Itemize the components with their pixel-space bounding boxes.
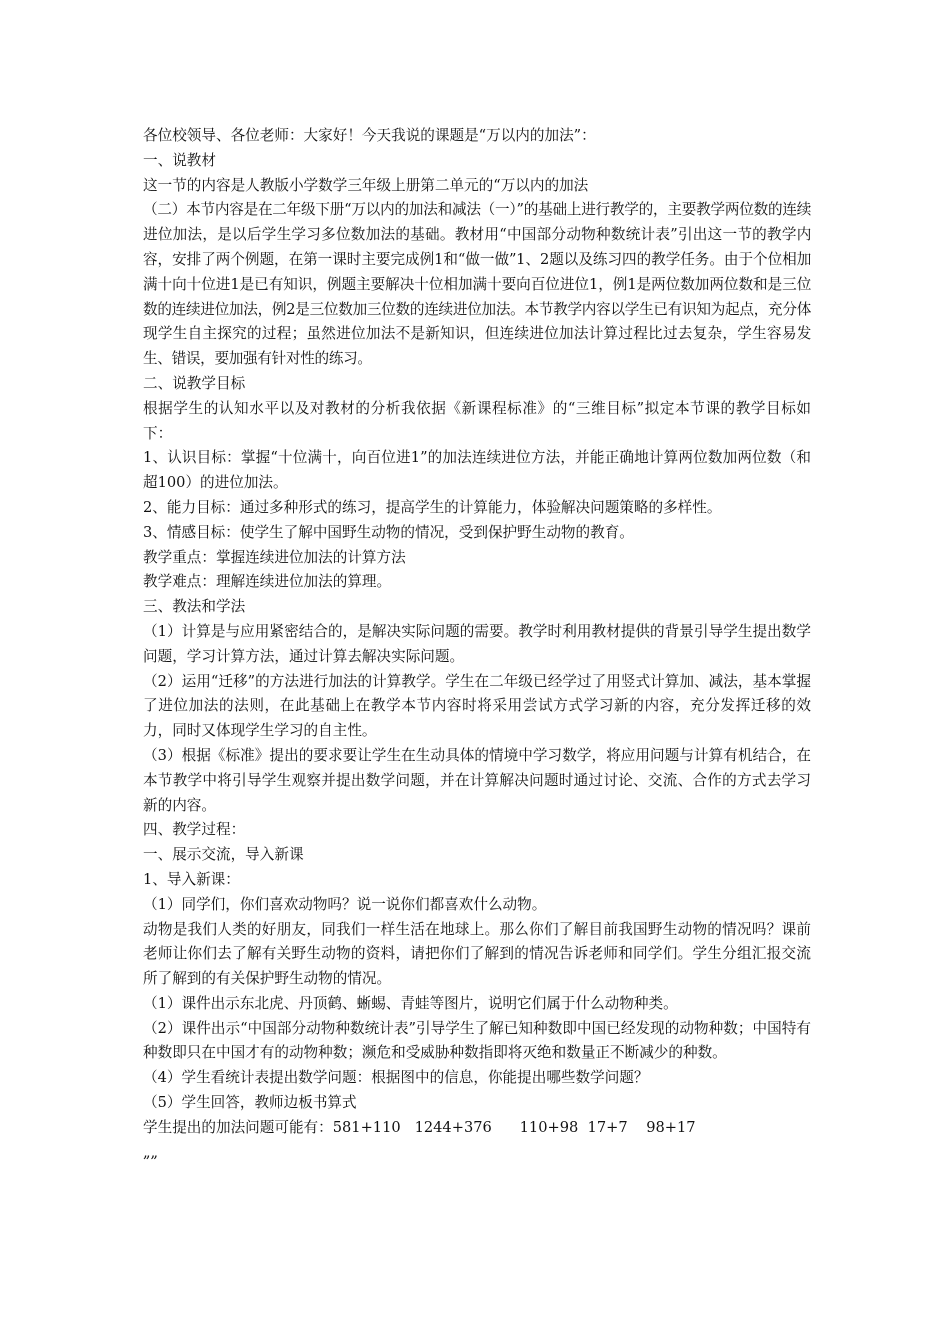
section-heading-process: 四、教学过程： xyxy=(143,821,246,839)
paragraph-textbook-intro: 这一节的内容是人教版小学数学三年级上册第二单元的“万以内的加法 xyxy=(143,176,589,194)
process-paragraph-animals: 动物是我们人类的好朋友，同我们一样生活在地球上。那么你们了解目前我国野生动物的情况吗？课前老师让你们去了解有关野生动物的资料，请把你们了解到的情况告诉老师和同学们。学生分组汇报交流所了解到的有关保护野生动物的情况。 xyxy=(143,920,811,988)
method-item-1: （1）计算是与应用紧密结合的，是解决实际问题的需要。教学时利用教材提供的背景引导学生提出数学问题，学习计算方法，通过计算去解决实际问题。 xyxy=(143,622,811,665)
process-item-courseware-1: （1）课件出示东北虎、丹顶鹤、蜥蜴、青蛙等图片，说明它们属于什么动物种类。 xyxy=(143,994,678,1012)
objective-ability: 2、能力目标：通过多种形式的练习，提高学生的计算能力，体验解决问题策略的多样性。 xyxy=(143,498,722,516)
method-item-3: （3）根据《标准》提出的要求要让学生在生动具体的情境中学习数学，将应用问题与计算有机结合，在本节教学中将引导学生观察并提出数学问题，并在计算解决问题时通过讨论、交流、合作的方式去学习新的内容。 xyxy=(143,746,811,814)
section-heading-textbook: 一、说教材 xyxy=(143,151,216,169)
method-item-2: （2）运用“迁移”的方法进行加法的计算教学。学生在二年级已经学过了用竖式计算加、减法，基本掌握了进位加法的法则，在此基础上在教学本节内容时将采用尝试方式学习新的内容，充分发挥迁移的效力，同时又体现学生学习的自主性。 xyxy=(143,672,811,740)
objective-emotional: 3、情感目标：使学生了解中国野生动物的情况，受到保护野生动物的教育。 xyxy=(143,523,634,541)
greeting-paragraph: 各位校领导、各位老师：大家好！今天我说的课题是“万以内的加法”： xyxy=(143,127,596,144)
teaching-key-point: 教学重点：掌握连续进位加法的计算方法 xyxy=(143,548,406,566)
process-step-heading: 一、展示交流，导入新课 xyxy=(143,846,304,864)
process-item-question: （1）同学们，你们喜欢动物吗？说一说你们都喜欢什么动物。 xyxy=(143,895,547,913)
paragraph-objectives-intro: 根据学生的认知水平以及对教材的分析我依据《新课程标准》的“三维目标”拟定本节课的教学目标如下： xyxy=(143,399,811,442)
process-addition-problems: 学生提出的加法问题可能有：581+110 1244+376 110+98 17+7 98+17 xyxy=(143,1118,696,1136)
section-heading-objectives: 二、说教学目标 xyxy=(143,374,246,392)
process-item-answer: （5）学生回答，教师边板书算式 xyxy=(143,1094,357,1112)
document-body xyxy=(143,124,811,1165)
ellipsis-mark: „„ xyxy=(143,1143,159,1161)
teaching-difficulty: 教学难点：理解连续进位加法的算理。 xyxy=(143,573,392,591)
section-heading-methods: 三、教法和学法 xyxy=(143,598,246,616)
process-substep-heading: 1、导入新课： xyxy=(143,870,240,888)
objective-cognitive: 1、认识目标：掌握“十位满十，向百位进1”的加法连续进位方法，并能正确地计算两位数加两位数（和超100）的进位加法。 xyxy=(143,449,811,492)
paragraph-textbook-content: （二）本节内容是在二年级下册“万以内的加法和减法（一）”的基础上进行教学的，主要教学两位数的连续进位加法，是以后学生学习多位数加法的基础。教材用“中国部分动物种数统计表”引出这一节的教学内容，安排了两个例题，在第一课时主要完成例1和“做一做”1、2题以及练习四的教学任务。由于个位相加满十向十位进1是已有知识，例题主要解决十位相加满十要向百位进位1，例1是两位数加两位数和是三位数的连续进位加法，例2是三位数加三位数的连续进位加法。本节教学内容以学生已有识知为起点，充分体现学生自主探究的过程；虽然进位加法不是新知识，但连续进位加法计算过程比过去复杂，学生容易发生、错误，要加强有针对性的练习。 xyxy=(143,201,811,368)
process-item-pose-questions: （4）学生看统计表提出数学问题：根据图中的信息，你能提出哪些数学问题？ xyxy=(143,1069,649,1087)
process-item-courseware-2: （2）课件出示“中国部分动物种数统计表”引导学生了解已知种数即中国已经发现的动物种数；中国特有种数即只在中国才有的动物种数；濒危和受威胁种数指即将灭绝和数量正不断减少的种数。 xyxy=(143,1019,811,1062)
